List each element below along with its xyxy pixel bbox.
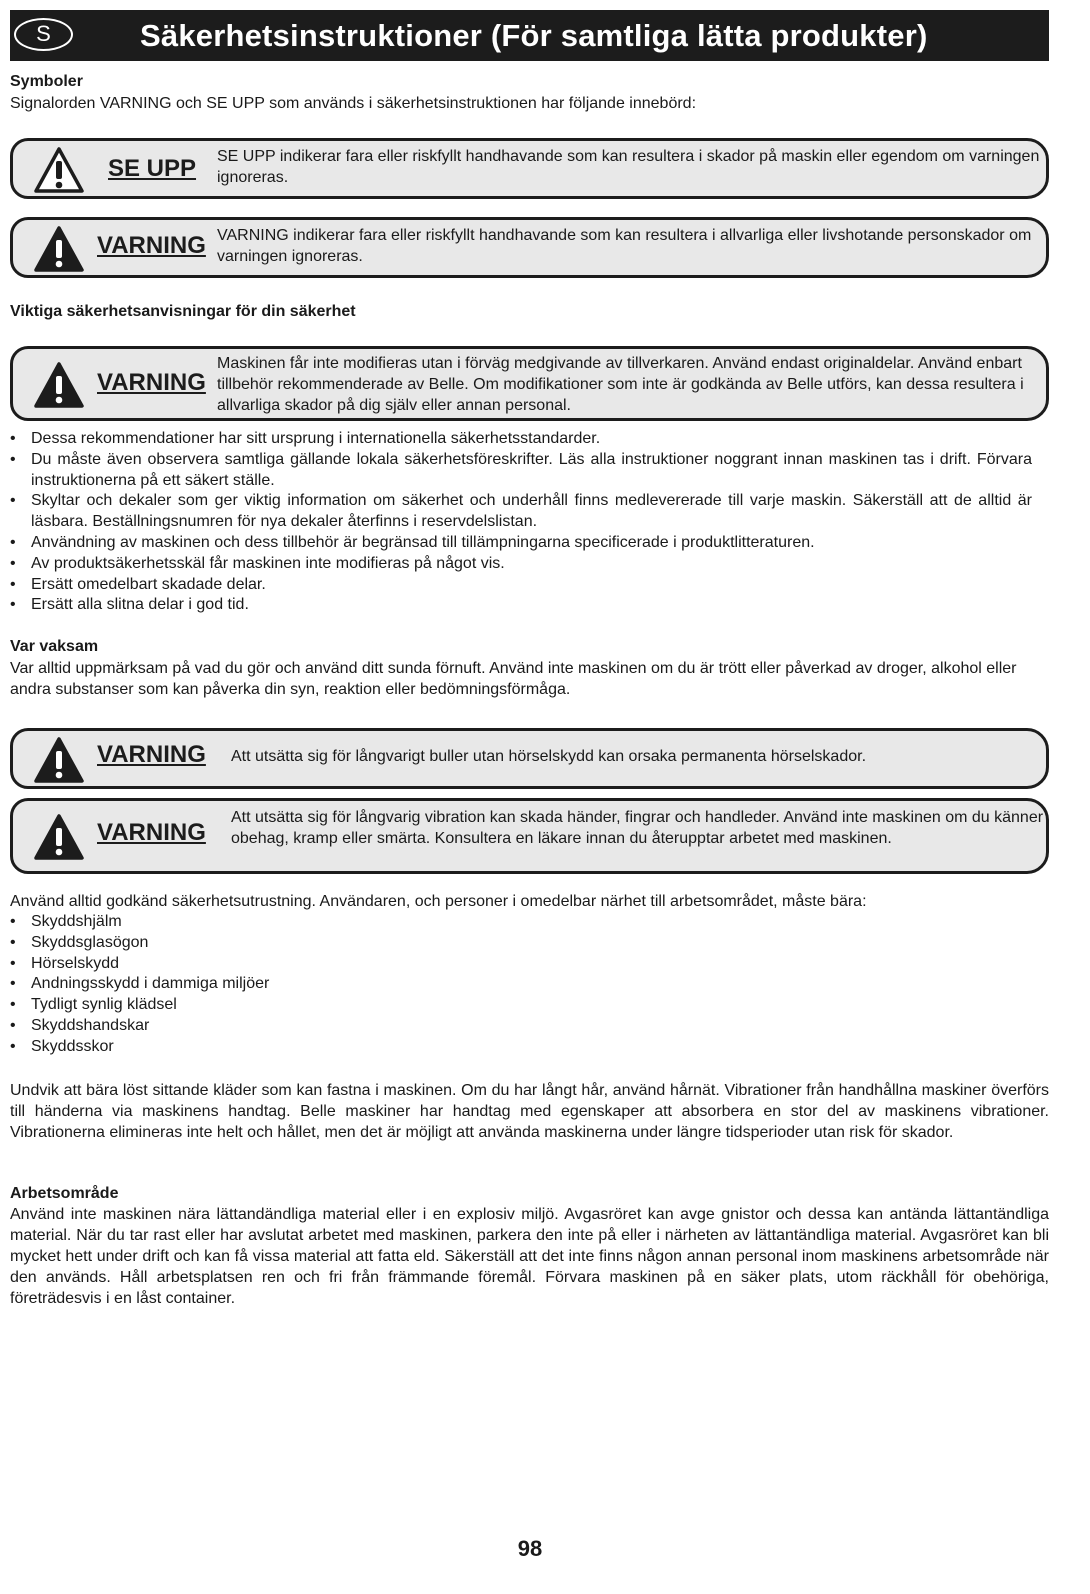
warning-text: Att utsätta sig för långvarig vibration kan skada händer, fingrar och handleder. Använd inte maskinen om du känner obehag, kramp eller smärta. Konsultera en läkare innan du återupptar arbetet med maskinen. <box>231 809 1044 847</box>
title-bar <box>10 10 1049 61</box>
warning-signal-word: VARNING <box>97 741 206 768</box>
warning-text: Att utsätta sig för långvarigt buller utan hörselskydd kan orsaka permanenta hörselskador. <box>231 748 867 765</box>
list-item: • Skyddshandskar <box>10 1016 610 1037</box>
symbols-intro: Signalorden VARNING och SE UPP som används i säkerhetsinstruktionen har följande innebörd: <box>10 95 697 112</box>
safety-bullet-list <box>10 429 1032 616</box>
page-number: 98 <box>517 1536 543 1561</box>
warning-triangle-icon <box>33 813 85 861</box>
warning-notice-vibration <box>10 798 1049 874</box>
list-item: • Dessa rekommendationer har sitt ursprung i internationella säkerhetsstandarder. <box>10 429 1032 450</box>
list-item: • Skyddsglasögon <box>10 933 610 954</box>
warning-notice-noise <box>10 728 1049 789</box>
vigilant-heading: Var vaksam <box>10 638 99 655</box>
symbols-heading: Symboler <box>10 73 83 90</box>
equipment-list <box>10 912 610 1058</box>
warning-notice-modification <box>10 346 1049 421</box>
caution-triangle-icon <box>33 146 85 194</box>
list-item: • Tydligt synlig klädsel <box>10 995 610 1016</box>
list-item: • Skyddsskor <box>10 1037 610 1058</box>
warning-signal-word: VARNING <box>97 369 206 396</box>
list-item: • Andningsskydd i dammiga miljöer <box>10 974 610 995</box>
caution-text: SE UPP indikerar fara eller riskfyllt handhavande som kan resultera i skador på maskin eller egendom om varningen ignoreras. <box>217 148 1040 186</box>
workarea-heading: Arbetsområde <box>10 1185 119 1202</box>
warning-text: VARNING indikerar fara eller riskfyllt handhavande som kan resultera i allvarliga eller livshotande personskador om varningen ignoreras. <box>217 227 1032 265</box>
warning-triangle-icon <box>33 736 85 784</box>
page-title: Säkerhetsinstruktioner (För samtliga lätta produkter) <box>140 18 928 53</box>
warning-text: Maskinen får inte modifieras utan i förväg medgivande av tillverkaren. Använd endast originaldelar. Använd enbart tillbehör rekommenderade av Belle. Om modifikationer som inte är godkända av Belle utförs, kan dessa resultera i allvarliga skador på dig själv eller annan personal. <box>217 355 1024 414</box>
list-item: • Skyltar och dekaler som ger viktig information om säkerhet och underhåll finns medlevererade till varje maskin. Säkerställ att de alltid är läsbara. Beställningsnumren för nya dekaler återfinns i reservdelslistan. <box>10 491 1032 533</box>
equipment-intro: Använd alltid godkänd säkerhetsutrustning. Användaren, och personer i omedelbar närhet till arbetsområdet, måste bära: <box>10 893 867 910</box>
language-badge: S <box>14 18 73 51</box>
list-item: • Ersätt alla slitna delar i god tid. <box>10 595 1032 616</box>
clothing-text: Undvik att bära löst sittande kläder som kan fastna i maskinen. Om du har långt hår, använd hårnät. Vibrationer från handhållna maskiner överförs till händerna via maskinens handtag. Belle maskiner har handtag med egenskaper att absorbera en stor del av maskinens vibrationer. Vibrationerna elimineras inte helt och hållet, men det är möjligt att använda maskinerna under längre tidsperioder utan risk för skador. <box>10 1082 1049 1141</box>
warning-triangle-icon <box>33 225 85 273</box>
list-item: • Ersätt omedelbart skadade delar. <box>10 575 1032 596</box>
list-item: • Av produktsäkerhetsskäl får maskinen inte modifieras på något vis. <box>10 554 1032 575</box>
warning-signal-word: VARNING <box>97 819 206 846</box>
list-item: • Du måste även observera samtliga gällande lokala säkerhetsföreskrifter. Läs alla instruktioner noggrant innan maskinen tas i drift. Förvara instruktionerna på ett säkert ställe. <box>10 450 1032 492</box>
list-item: • Användning av maskinen och dess tillbehör är begränsad till tillämpningarna specificerade i produktlitteraturen. <box>10 533 1032 554</box>
caution-notice <box>10 138 1049 199</box>
vigilant-text: Var alltid uppmärksam på vad du gör och använd ditt sunda förnuft. Använd inte maskinen om du är trött eller påverkad av droger, alkohol eller andra substanser som kan påverka din syn, reaktion eller bedömningsförmåga. <box>10 660 1017 698</box>
warning-triangle-icon <box>33 361 85 409</box>
workarea-text: Använd inte maskinen nära lättandändliga material eller i en explosiv miljö. Avgasröret kan avge gnistor och dessa kan antända lättantändliga material. När du tar rast eller har avslutat arbetet med maskinen, parkera den inte på eller i närheten av lättantändliga material. Avgasröret kan bli mycket hett under drift och kan få vissa material att fatta eld. Säkerställ att det inte finns någon annan personal inom maskinens arbetsområde när den används. Håll arbetsplatsen ren och fri från främmande föremål. Förvara maskinen på en säker plats, utom räckhåll för obehöriga, företrädesvis i en låst container. <box>10 1206 1049 1307</box>
warning-signal-word: VARNING <box>97 232 206 259</box>
list-item: • Hörselskydd <box>10 954 610 975</box>
warning-notice-definition <box>10 217 1049 278</box>
caution-signal-word: SE UPP <box>108 155 197 182</box>
list-item: • Skyddshjälm <box>10 912 610 933</box>
important-heading: Viktiga säkerhetsanvisningar för din säkerhet <box>10 303 356 320</box>
